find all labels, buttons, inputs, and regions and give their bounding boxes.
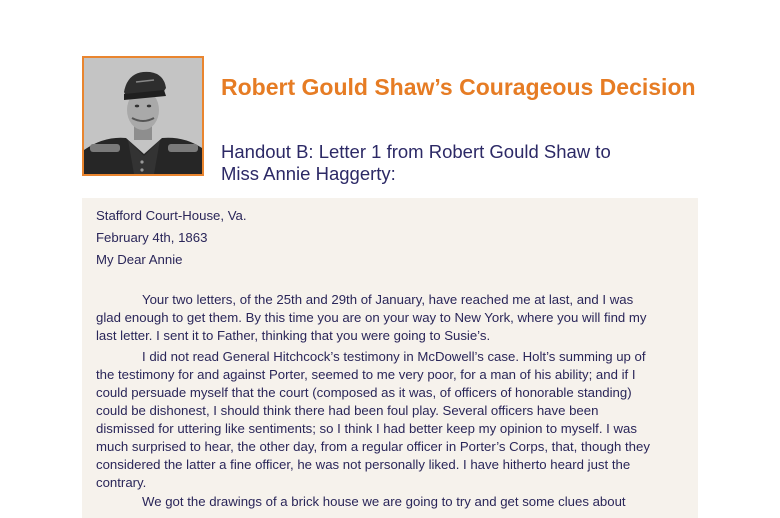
portrait-photo (82, 56, 204, 176)
letter-salutation: My Dear Annie (96, 252, 183, 267)
page-title: Robert Gould Shaw’s Courageous Decision (221, 74, 696, 100)
letter-date: February 4th, 1863 (96, 230, 208, 245)
letter-paragraph: We got the drawings of a brick house we are going to try and get some clues about (142, 494, 626, 509)
letter-paragraph: Your two letters, of the 25th and 29th of January, have reached me at last, and I was glad enough to get them. By this time you are on your way to New York, where you will find my last letter. I sent it to Father, thinking that you were going to Susie’s. (96, 292, 647, 343)
letter-place: Stafford Court-House, Va. (96, 208, 247, 223)
letter-paragraph: I did not read General Hitchcock’s testimony in McDowell’s case. Holt’s summing up of the testimony for and against Porter, seemed to me very poor, for a man of his ability; and if I could persuade myself that the court (composed as it was, of officers of honorable standing) could be dishonest, I should think there had been foul play. Several officers have been dismissed for uttering like sentiments; so I think I had better keep my opinion to myself. I was much surprised to hear, the other day, from a regular officer in Porter’s Corps, that, though they considered the latter a fine officer, he was not personally liked. I have hitherto heard just the contrary. (96, 349, 650, 490)
letter-box (82, 198, 698, 518)
handout-subtitle: Handout B: Letter 1 from Robert Gould Shaw to Miss Annie Haggerty: (221, 141, 611, 184)
